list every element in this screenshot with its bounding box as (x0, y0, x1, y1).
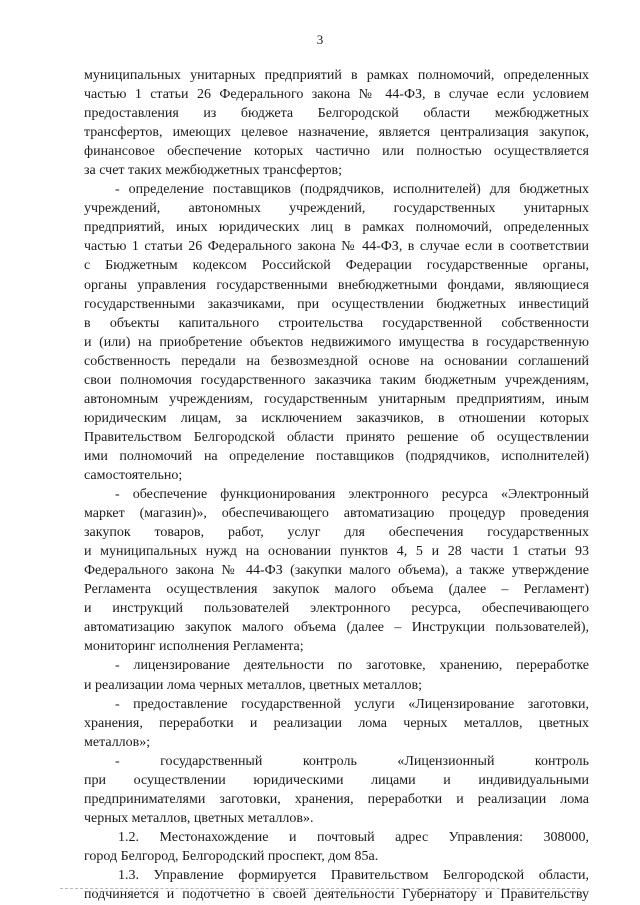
text-line: и инструкций пользователей электронного ресурса, обеспечивающего (84, 601, 589, 617)
text-line: предпринимателями заготовки, хранения, переработки и реализации лома (84, 791, 589, 807)
text-line: 1.2. Местонахождение и почтовый адрес Управления: 308000, (118, 829, 589, 845)
text-line: - государственный контроль «Лицензионный контроль (115, 753, 589, 769)
text-line: металлов»; (84, 734, 151, 750)
page-number: 3 (316, 32, 324, 47)
text-line: при осуществлении юридическими лицами и индивидуальными (84, 772, 589, 788)
text-line: муниципальных унитарных предприятий в рамках полномочий, определенных (84, 68, 589, 83)
text-line: ими полномочий на определение поставщиков (подрядчиков, исполнителей) (84, 448, 589, 464)
text-line: самостоятельно; (84, 467, 183, 483)
text-line: предприятий, иных юридических лиц в рамках полномочий, определенных (84, 220, 589, 236)
text-line: автономным учреждениям, государственным унитарным предприятиям, иным (84, 391, 589, 407)
text-line: - обеспечение функционирования электронного ресурса «Электронный (115, 487, 589, 503)
text-line: за счет таких межбюджетных трансфертов; (84, 163, 343, 179)
text-line: частью 1 статьи 26 Федерального закона № 44-ФЗ, в случае если условием (84, 87, 589, 103)
text-line: - предоставление государственной услуги «Лицензирование заготовки, (115, 696, 589, 712)
text-line: - лицензирование деятельности по заготовке, хранению, переработке (115, 658, 589, 674)
text-line: мониторинг исполнения Регламента; (84, 639, 304, 655)
text-line: Регламента осуществления закупок малого объема (далее – Регламент) (84, 582, 589, 598)
text-line: собственность передали на безвозмездной основе на основании соглашений (84, 353, 589, 369)
text-line: закупок товаров, работ, услуг для обеспечения государственных (84, 525, 589, 541)
text-line: маркет (магазин)», обеспечивающего автоматизацию процедур проведения (84, 506, 589, 522)
text-line: финансовое обеспечение которых частично или полностью осуществляется (84, 144, 589, 160)
text-line: трансфертов, имеющих целевое назначение, является централизация закупок, (84, 125, 589, 141)
text-line: с Бюджетным кодексом Российской Федерации государственные органы, (84, 258, 589, 274)
text-line: органы управления государственными внебюджетными фондами, являющиеся (84, 277, 589, 293)
text-line: частью 1 статьи 26 Федерального закона № 44-ФЗ, в случае если в соответствии (84, 239, 589, 255)
text-line: в объекты капитального строительства государственной собственности (84, 315, 589, 331)
text-line: и муниципальных нужд на основании пунктов 4, 5 и 28 части 1 статьи 93 (84, 544, 589, 560)
text-line: и реализации лома черных металлов, цветных металлов; (84, 677, 422, 693)
page-bottom-edge (60, 888, 580, 889)
text-line: черных металлов, цветных металлов». (84, 810, 314, 826)
text-line: подчиняется и подотчетно в своей деятельности Губернатору и Правительству (84, 887, 589, 903)
text-line: учреждений, автономных учреждений, государственных унитарных (84, 201, 589, 217)
text-line: юридическим лицам, за исключением заказчиков, в отношении которых (84, 410, 589, 426)
document-body (84, 66, 589, 904)
text-line: - определение поставщиков (подрядчиков, исполнителей) для бюджетных (115, 182, 589, 198)
text-line: хранения, переработки и реализации лома черных металлов, цветных (84, 715, 589, 731)
text-line: свои полномочия государственного заказчика таким бюджетным учреждениям, (84, 372, 589, 388)
text-line: город Белгород, Белгородский проспект, дом 85а. (84, 848, 379, 864)
text-line: государственными заказчиками, при осуществлении бюджетных инвестиций (84, 296, 589, 312)
text-line: Федерального закона № 44-ФЗ (закупки малого объема), а также утверждение (84, 563, 589, 579)
text-line: 1.3. Управление формируется Правительством Белгородской области, (118, 867, 589, 883)
text-line: Правительством Белгородской области принято решение об осуществлении (84, 429, 589, 445)
text-line: предоставления из бюджета Белгородской области межбюджетных (84, 106, 589, 122)
text-line: автоматизацию закупок малого объема (далее – Инструкции пользователей), (84, 620, 589, 636)
text-line: и (или) на приобретение объектов недвижимого имущества в государственную (84, 334, 589, 350)
